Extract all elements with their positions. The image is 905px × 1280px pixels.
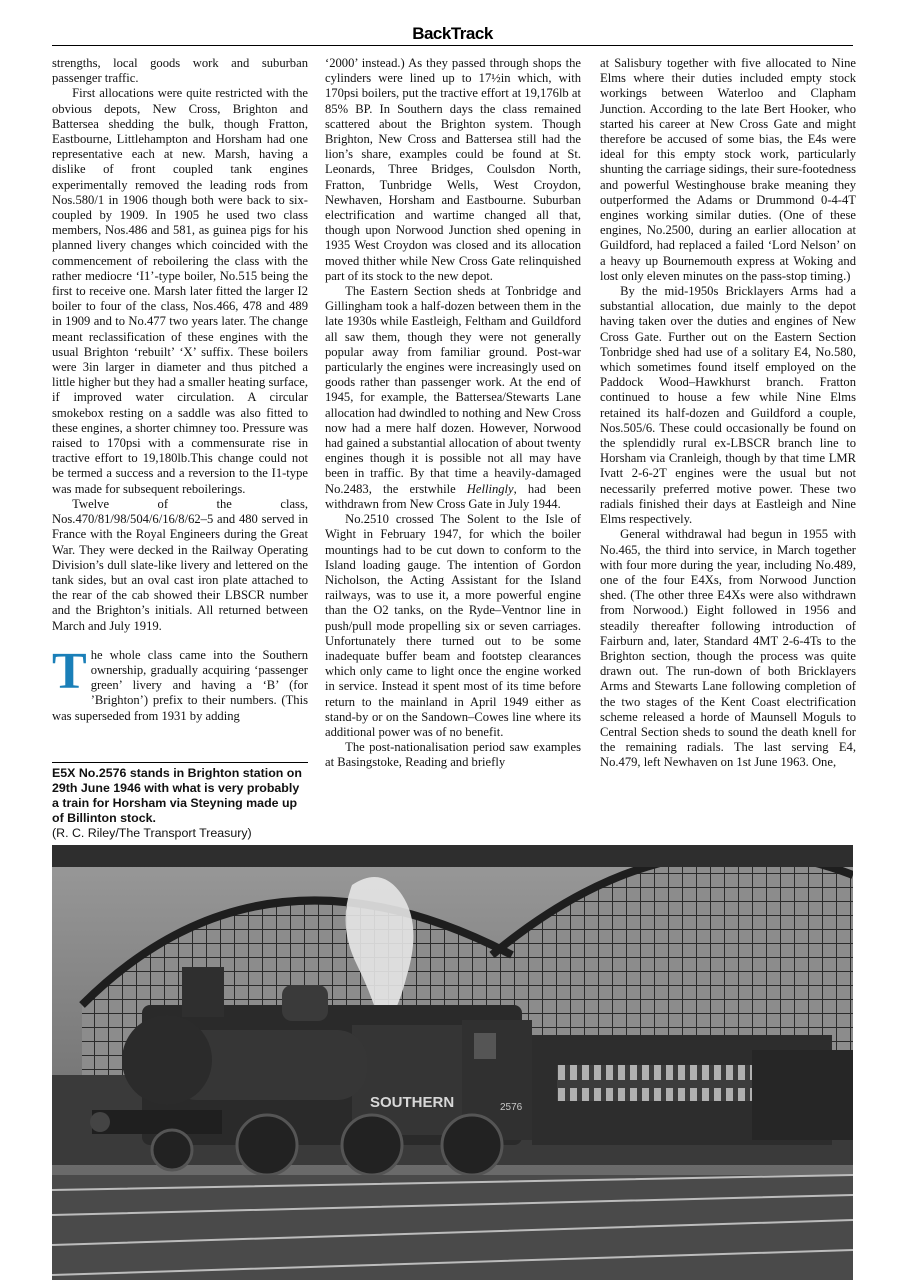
track-bed bbox=[52, 1175, 853, 1280]
loco-name-italic: Hellingly bbox=[466, 481, 514, 496]
text-run: , had been withdrawn from New Cross Gate in July 1944. bbox=[325, 481, 581, 511]
buffer-beam bbox=[92, 1110, 222, 1134]
column-3 bbox=[600, 56, 856, 771]
paragraph: The post-nationalisation period saw examples at Basingstoke, Reading and briefly bbox=[325, 740, 581, 770]
drop-cap: T bbox=[52, 642, 87, 700]
paragraph: No.2510 crossed The Solent to the Isle of Wight in February 1947, for which the boiler mountings had to be cut down to conform to the Island loading gauge. The intention of Gordon Nicholson, the Acting Assistant for the Island railways, was to use it, a more powerful engine than the O2 tanks, on the Ryde–Ventnor line in push/pull mode propelling six or seven carriages. Unfortunately there turned out to be some inadequate buffer beam and footstep clearances which only came to light once the engine worked in service. Instead it spent most of its time before return to the mainland in April 1949 either as stand-by or on the Sandown–Cowes line where its additional power was of no benefit. bbox=[325, 512, 581, 739]
tank-lettering: SOUTHERN bbox=[370, 1094, 455, 1111]
photo-caption bbox=[52, 762, 308, 841]
locomotive-photo bbox=[52, 845, 853, 1280]
cab-number: 2576 bbox=[500, 1102, 523, 1113]
paragraph-with-dropcap bbox=[52, 642, 308, 724]
page-header bbox=[0, 0, 905, 46]
wheel bbox=[442, 1115, 502, 1175]
wheel bbox=[342, 1115, 402, 1175]
wheel bbox=[237, 1115, 297, 1175]
paragraph: ‘2000’ instead.) As they passed through shops the cylinders were lined up to 17½in which, with 170psi boilers, put the tractive effort at 19,176lb at 85% BP. In Southern days the class remained scattered about the Brighton system. Though Brighton, New Cross and Battersea still had the lion’s share, examples could be found at St. Leonards, Three Bridges, Coulsdon North, Fratton, Tunbridge Wells, West Croydon, Newhaven, Horsham and Eastbourne. Suburban electrification and wartime changed all that, though upon Norwood Junction shed opening in 1935 West Croydon was closed and its allocation moved thither while New Cross Gate relinquished part of its stock to the new depot. bbox=[325, 56, 581, 283]
coach bbox=[752, 1050, 853, 1140]
chimney bbox=[182, 967, 224, 1017]
paragraph bbox=[325, 284, 581, 512]
caption-credit: (R. C. Riley/The Transport Treasury) bbox=[52, 826, 252, 840]
paragraph: Twelve of the class, Nos.470/81/98/504/6/16/8/62–5 and 480 served in France with the Royal Engineers during the Great War. They were decked in the Railway Operating Division’s dull slate-like livery and lettered on the tank sides, but an oval cast iron plate attached to the rear of the cab showed their LBSCR number and the Brighton’s initials. All returned between March and July 1919. bbox=[52, 496, 308, 633]
smokebox bbox=[122, 1015, 212, 1105]
paragraph: By the mid-1950s Bricklayers Arms had a substantial allocation, due mainly to the depot having taken over the duties and engines of New Cross Gate. Further out on the Eastern Section Tonbridge shed had use of a solitary E4, No.580, which sometimes found itself employed on the Paddock Wood–Hawkhurst branch. Fratton continued to house a few while Nine Elms retained its half-dozen and Guildford a couple, Nos.505/6. These could occasionally be found on the splendidly rural ex-LBSCR branch line to Horsham via Cranleigh, though by that time LMR Ivatt 2-6-2T engines were the usual but not necessarily preferred motive power. These two radials finished their days at Eastleigh and Nine Elms respectively. bbox=[600, 284, 856, 527]
paragraph: First allocations were quite restricted with the obvious depots, New Cross, Brighton and Battersea shedding the bulk, though Fratton, Eastbourne, Littlehampton and Horsham had one representative each at new. Marsh, having a dislike of front coupled tank engines experimentally removed the leading rods from Nos.580/1 in 1906 though both were back to six-coupled by 1909. In 1905 he used two class members, Nos.486 and 581, as guinea pigs for his planned livery changes which coincided with the commencement of reboilering the class with the rather mediocre ‘I1’-type boiler, No.515 being the first to receive one. Marsh later fitted the larger I2 boiler to four of the class, Nos.466, 478 and 489 in 1909 and to No.477 two years later. The change meant reclassification of these engines with the usual Brighton ‘rebuilt’ ‘X’ suffix. These boilers were 3in larger in diameter and thus pitched a little higher but they had a smaller heating surface, if improved water circulation. A circular smokebox resting on a saddle was also fitted to these engines, a shorter chimney too. Pressure was raised to 170psi with a commensurate rise in tractive effort to 19,180lb.This change could not be termed a success and a reversion to the I1-type was made for subsequent reboilerings. bbox=[52, 86, 308, 496]
paragraph: strengths, local goods work and suburban passenger traffic. bbox=[52, 56, 308, 86]
text-run: The Eastern Section sheds at Tonbridge and Gillingham took a half-dozen between them in the late 1930s while Eastleigh, Feltham and Guildford all saw them, though they were not generally popular away from familiar ground. Post-war particularly the engines were increasingly used on goods rather than passenger work. At the end of 1945, for example, the Battersea/Stewarts Lane allocation had dwindled to nothing and New Cross now had a mere half dozen. However, Norwood had gained a substantial allocation of about twenty engines though it is possible not all may have been in traffic. By that time a heavily-damaged No.2483, the erstwhile bbox=[325, 284, 581, 496]
masthead-logo: BackTrack bbox=[412, 24, 493, 43]
paragraph: General withdrawal had begun in 1955 with No.465, the third into service, in March together with four more during the year, including No.489, one of the four E4Xs, from Norwood Junction shed. (The other three E4Xs were also withdrawn from Norwood.) Eight followed in 1956 and steadily thereafter following introduction of Fairburn and, later, Standard 4MT 2-6-4Ts to the Brighton section, though the process was quite drawn out. The run-down of both Bricklayers Arms and Stewarts Lane following completion of the two stages of the Kent Coast electrification scheme released a horde of Maunsell Moguls to Central Section sheds to sound the death knell for the remaining radials. The last serving E4, No.479, left Newhaven on 1st June 1963. One, bbox=[600, 527, 856, 770]
paragraph-text: he whole class came into the Southern ownership, gradually acquiring ‘passenger green’ livery and having a ‘B’ (for ’Brighton’) prefix to their numbers. (This was superseded from 1931 by adding bbox=[52, 647, 308, 723]
photo-illustration bbox=[52, 845, 853, 1280]
header-rule bbox=[52, 45, 853, 46]
caption-title: E5X No.2576 stands in Brighton station on 29th June 1946 with what is very probably a train for Horsham via Steyning made up of Billinton stock. bbox=[52, 766, 302, 825]
paragraph: at Salisbury together with five allocated to Nine Elms where their duties included empty stock workings between Waterloo and Clapham Junction. According to the late Bert Hooker, who started his career at New Cross Gate and might therefore be accused of some bias, the E4s were ideal for this empty stock work, particularly shunting the carriage sidings, their sure-footedness and powerful Westinghouse brake meaning they outperformed the Adams or Drummond 0-4-4T engines working similar duties. (One of these engines, No.2500, during an earlier allocation at Guildford, had replaced a failed ‘Lord Nelson’ on a heavy up Bournemouth express at Woking and lost only eleven minutes on the pass-stop timing.) bbox=[600, 56, 857, 283]
wheel bbox=[152, 1130, 192, 1170]
column-2 bbox=[325, 56, 581, 771]
column-1 bbox=[52, 56, 308, 724]
dome bbox=[282, 985, 328, 1021]
